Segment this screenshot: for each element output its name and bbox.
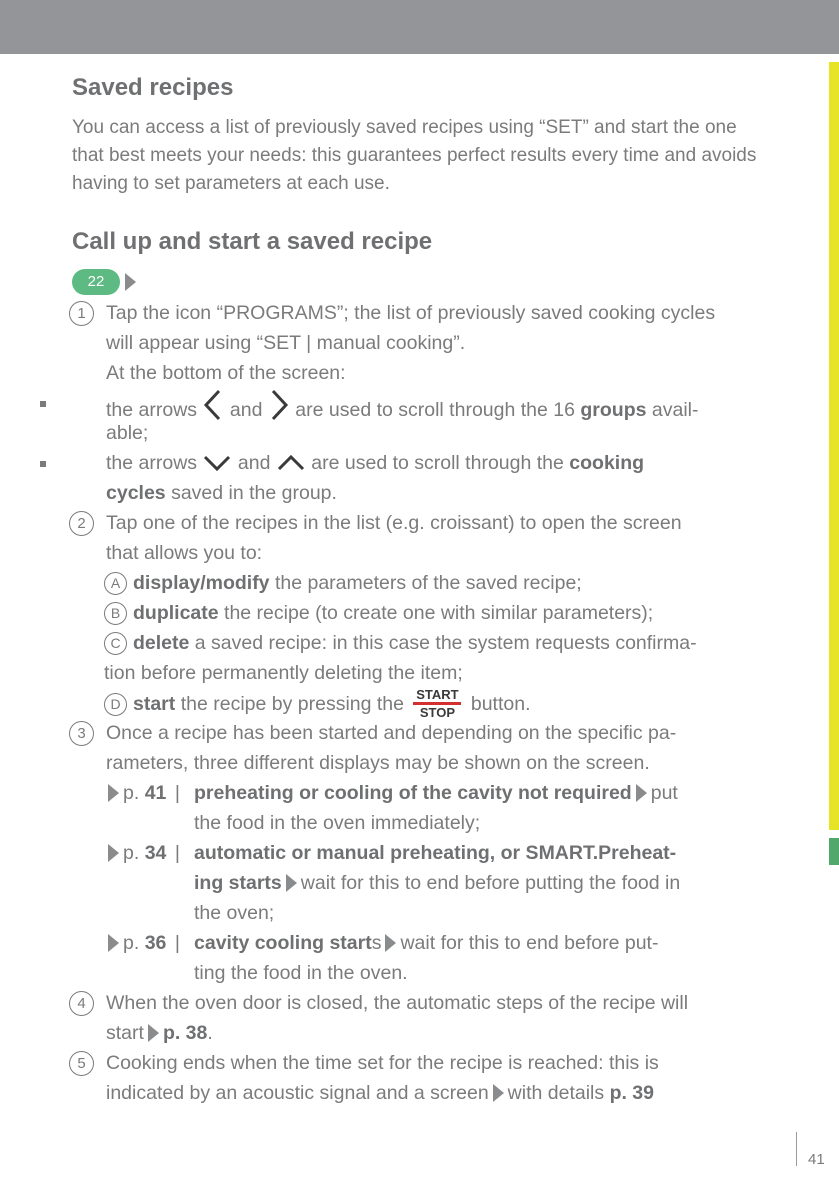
case-bold: cavity cooling start — [194, 932, 372, 954]
step-text: At the bottom of the screen: — [106, 362, 346, 384]
section-title: Saved recipes — [72, 74, 234, 101]
step-2-line-1 — [72, 508, 772, 538]
pointer-arrow-icon — [286, 874, 297, 892]
bullet-scroll-groups — [72, 388, 772, 421]
step-4-line-1 — [72, 988, 772, 1018]
option-bold: display/modify — [133, 572, 270, 594]
option-letter-b: B — [104, 602, 127, 625]
case-text: wait for this to end before put- — [400, 932, 659, 954]
display-case-1-cont — [72, 808, 772, 838]
header-bar — [0, 0, 839, 54]
step-text: will appear using “SET | manual cooking”. — [106, 332, 466, 354]
bullet-scroll-cycles — [72, 448, 772, 478]
step-text: When the oven door is closed, the automatic steps of the recipe will — [106, 992, 689, 1014]
page-reference — [104, 778, 180, 808]
start-stop-button-icon — [413, 688, 461, 719]
page-reference — [104, 928, 180, 958]
page-content — [72, 72, 772, 1108]
bullet-text: the arrows — [106, 399, 198, 421]
step-text: that allows you to: — [106, 542, 263, 564]
page-reference: p. 38 — [162, 1022, 208, 1044]
display-case-1 — [72, 778, 772, 808]
option-text: tion before permanently deleting the item; — [104, 662, 463, 684]
display-case-2-cont-2 — [72, 898, 772, 928]
option-c — [72, 628, 772, 658]
chevron-down-icon — [202, 451, 232, 475]
page-reference — [104, 838, 180, 868]
case-text: the oven; — [194, 902, 275, 924]
option-letter-a: A — [104, 572, 127, 595]
bullet-text: saved in the group. — [171, 482, 337, 504]
ref-separator: | — [174, 932, 180, 954]
step-text: indicated by an acoustic signal and a screen — [106, 1082, 489, 1104]
case-bold: ing starts — [194, 872, 282, 894]
step-text: with details — [507, 1082, 605, 1104]
stop-label: STOP — [419, 705, 456, 720]
subsection-title: Call up and start a saved recipe — [72, 228, 433, 255]
case-bold: preheating or cooling of the cavity not required — [194, 782, 632, 804]
chevron-left-icon — [202, 388, 224, 422]
chevron-right-icon — [268, 388, 290, 422]
case-text: ting the food in the oven. — [194, 962, 408, 984]
bullet-text: and — [237, 452, 271, 474]
step-text: Once a recipe has been started and depending on the specific pa- — [106, 722, 677, 744]
option-letter-d: D — [104, 693, 127, 716]
step-number-2: 2 — [69, 511, 94, 536]
bullet-text: the arrows — [106, 452, 198, 474]
pointer-arrow-icon — [108, 844, 119, 862]
step-text: Cooking ends when the time set for the recipe is reached: this is — [106, 1052, 659, 1074]
page-reference: p. 39 — [609, 1082, 654, 1104]
step-1-line-3 — [72, 358, 772, 388]
option-text: the recipe by pressing the — [180, 693, 405, 715]
pointer-arrow-icon — [108, 934, 119, 952]
option-bold: delete — [133, 632, 190, 654]
bullet-scroll-cycles-cont — [72, 478, 772, 508]
step-text: rameters, three different displays may be shown on the screen. — [106, 752, 650, 774]
step-3-line-1 — [72, 718, 772, 748]
option-text: the recipe (to create one with similar parameters); — [224, 602, 654, 624]
step-3-line-2 — [72, 748, 772, 778]
ref-p: p. — [123, 932, 140, 954]
ref-separator: | — [174, 842, 180, 864]
step-text: Tap one of the recipes in the list (e.g. croissant) to open the screen — [106, 512, 682, 534]
option-a — [72, 568, 772, 598]
ref-p: p. — [123, 842, 140, 864]
step-number-4: 4 — [69, 991, 94, 1016]
ref-page-number: 34 — [144, 842, 167, 864]
option-text: button. — [470, 693, 531, 715]
option-bold: duplicate — [133, 602, 219, 624]
step-text: . — [207, 1022, 213, 1044]
display-case-2-cont — [72, 868, 772, 898]
chevron-up-icon — [276, 451, 306, 475]
step-5-line-2 — [72, 1078, 772, 1108]
pointer-arrow-icon — [125, 273, 136, 291]
step-text: start — [106, 1022, 144, 1044]
bullet-text: able; — [106, 422, 149, 444]
pointer-arrow-icon — [108, 784, 119, 802]
steps-list — [72, 298, 772, 1108]
ref-page-number: 41 — [144, 782, 167, 804]
reference-tag-row — [72, 268, 772, 296]
option-text: a saved recipe: in this case the system requests confirma- — [194, 632, 697, 654]
option-c-cont — [72, 658, 772, 688]
bullet-text: are used to scroll through the — [311, 452, 564, 474]
pointer-arrow-icon — [636, 784, 647, 802]
display-case-3-cont — [72, 958, 772, 988]
step-number-5: 5 — [69, 1051, 94, 1076]
step-4-line-2 — [72, 1018, 772, 1048]
case-bold: automatic or manual preheating, or SMART.Preheat- — [194, 842, 677, 864]
step-number-1: 1 — [69, 301, 94, 326]
page-number: 41 — [808, 1151, 825, 1168]
bullet-text: and — [229, 399, 263, 421]
option-letter-c: C — [104, 632, 127, 655]
option-b — [72, 598, 772, 628]
display-case-3 — [72, 928, 772, 958]
bullet-text: are used to scroll through the 16 — [295, 399, 575, 421]
ref-separator: | — [174, 782, 180, 804]
case-text: put — [650, 782, 678, 804]
intro-paragraph: You can access a list of previously saved recipes using “SET” and start the one that best meets your needs: this guarantees perfect results every time and avoids having to set parameters at each use. — [72, 117, 757, 194]
bullet-square — [40, 401, 46, 407]
pointer-arrow-icon — [148, 1024, 159, 1042]
step-2-line-2 — [72, 538, 772, 568]
section-color-tab-green — [829, 838, 839, 865]
step-5-line-1 — [72, 1048, 772, 1078]
case-text: the food in the oven immediately; — [194, 812, 481, 834]
ref-p: p. — [123, 782, 140, 804]
bullet-text: avail- — [651, 399, 699, 421]
bullet-square — [40, 461, 46, 467]
pointer-arrow-icon — [385, 934, 396, 952]
reference-tag: 22 — [72, 269, 120, 295]
ref-page-number: 36 — [144, 932, 167, 954]
option-bold: start — [133, 693, 176, 715]
bullet-bold: groups — [580, 399, 647, 421]
section-color-tab-yellow — [829, 62, 839, 830]
case-text: s — [371, 932, 382, 954]
bullet-bold: cooking — [569, 452, 645, 474]
option-d — [72, 688, 772, 718]
step-1-line-2 — [72, 328, 772, 358]
option-text: the parameters of the saved recipe; — [274, 572, 582, 594]
bullet-scroll-groups-cont — [72, 418, 772, 448]
page-number-divider — [796, 1132, 797, 1166]
step-number-3: 3 — [69, 721, 94, 746]
step-text: Tap the icon “PROGRAMS”; the list of previously saved cooking cycles — [106, 302, 716, 324]
case-text: wait for this to end before putting the food in — [300, 872, 681, 894]
start-label: START — [416, 687, 459, 702]
step-1-line-1 — [72, 298, 772, 328]
display-case-2 — [72, 838, 772, 868]
pointer-arrow-icon — [493, 1084, 504, 1102]
bullet-bold: cycles — [106, 482, 166, 504]
